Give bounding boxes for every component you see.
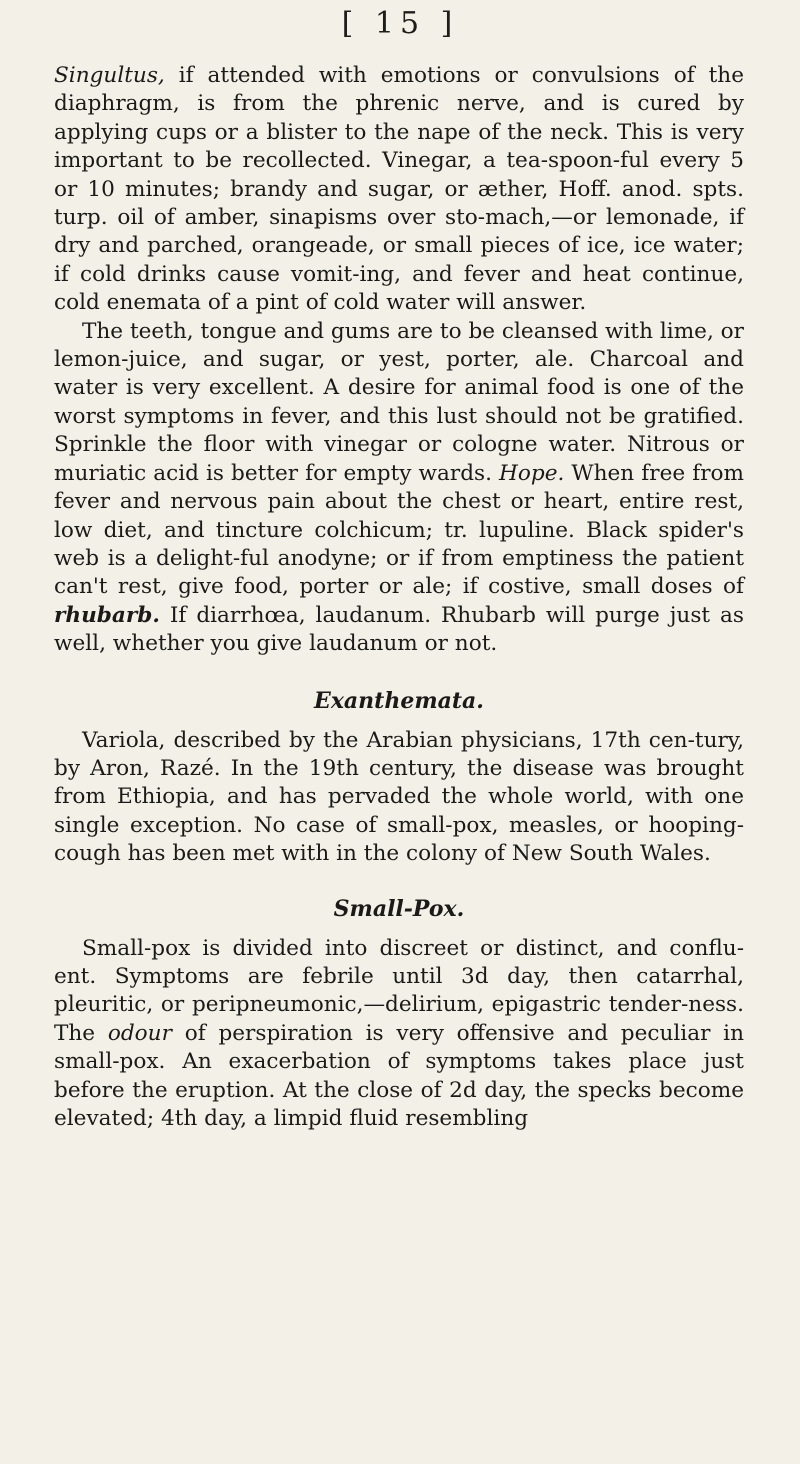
paragraph-text: If diarrhœa, laudanum. Rhubarb will purge just as well, whether you give laudanum or not. bbox=[54, 602, 744, 657]
page-body bbox=[54, 62, 744, 1133]
paragraph-text: Small-pox is divided into discreet or distinct, and conflu-ent. Symptoms are febrile until 3d day, then catarrhal, pleuritic, or peripneumonic,—delirium, epigastric tender-ness. The bbox=[54, 935, 744, 1046]
term-rhubarb: rhubarb. bbox=[54, 602, 160, 628]
paragraph-variola: Variola, described by the Arabian physicians, 17th cen-tury, by Aron, Razé. In the 19th century, the disease was brought from Ethiopia, and has pervaded the whole world, with one single exception. No case of small-pox, measles, or hooping-cough has been met with in the colony of New South Wales. bbox=[54, 727, 744, 867]
paragraph-text: if attended with emotions or convulsions of the diaphragm, is from the phrenic nerve, and is cured by applying cups or a blister to the nape of the neck. This is very important to be recollected. Vinegar, a tea-spoon-ful every 5 or 10 minutes; brandy and sugar, or æther, Hoff. anod. spts. turp. oil of amber, sinapisms over sto-mach,—or lemonade, if dry and parched, orangeade, or small pieces of ice, ice water; if cold drinks cause vomit-ing, and fever and heat continue, cold enemata of a pint of cold water will answer. bbox=[54, 63, 744, 316]
section-heading-exanthemata: Exanthemata. bbox=[314, 687, 484, 714]
section-heading-small-pox: Small-Pox. bbox=[333, 895, 465, 922]
paragraph-singultus bbox=[54, 62, 744, 318]
paragraph-text: The teeth, tongue and gums are to be cleansed with lime, or lemon-juice, and sugar, or yest, porter, ale. Charcoal and water is very excellent. A desire for animal food is one of the worst symptoms in fever, and this lust should not be gratified. Sprinkle the floor with vinegar or cologne water. Nitrous or muriatic acid is better for empty wards. bbox=[54, 318, 744, 486]
term-hope: Hope. bbox=[499, 460, 565, 486]
paragraph-teeth bbox=[54, 318, 744, 659]
term-odour: odour bbox=[107, 1020, 172, 1046]
paragraph-small-pox bbox=[54, 935, 744, 1134]
paragraph-text: of perspiration is very offensive and peculiar in small-pox. An exacerbation of symptoms takes place just before the eruption. At the close of 2d day, the specks become elevated; 4th day, a limpid fluid resembling bbox=[54, 1020, 744, 1131]
paragraph-text: When free from fever and nervous pain about the chest or heart, entire rest, low diet, and tincture colchicum; tr. lupuline. Black spider's web is a delight-ful anodyne; or if from emptiness the patient can't rest, give food, porter or ale; if costive, small doses of bbox=[54, 460, 744, 600]
term-singultus: Singultus, bbox=[54, 63, 165, 88]
page-number: [ 15 ] bbox=[341, 6, 459, 41]
